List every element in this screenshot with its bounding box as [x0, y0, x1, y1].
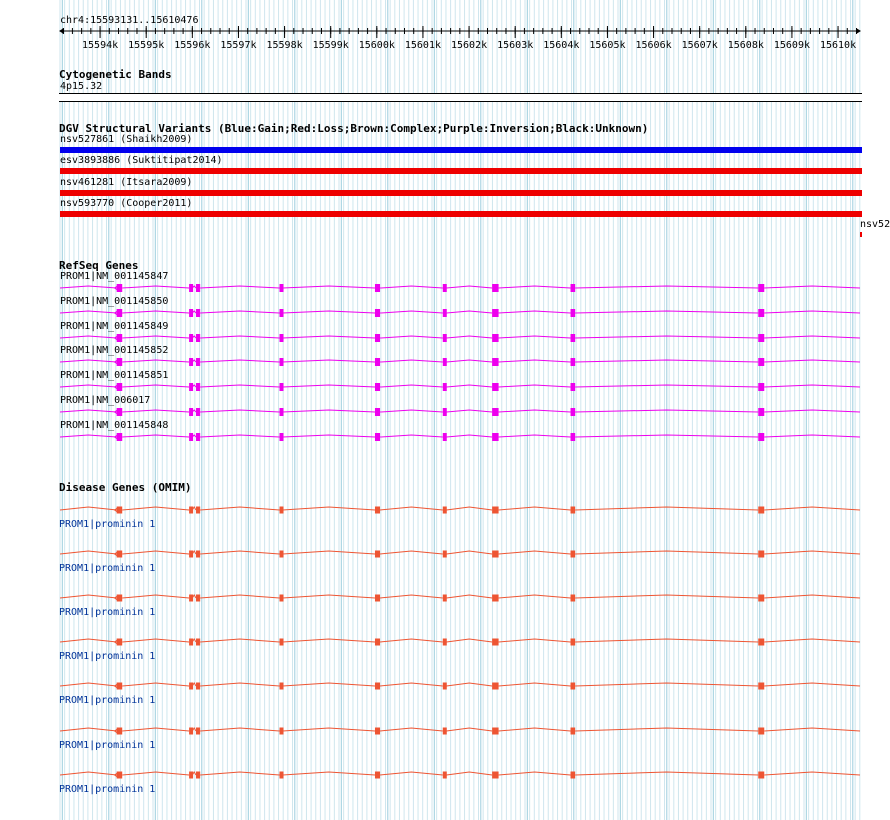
gene-exon	[117, 284, 123, 292]
gene-exon	[492, 284, 498, 292]
gene-exon	[117, 383, 123, 391]
gene-exon	[443, 408, 447, 416]
gene-intron-line	[60, 728, 860, 731]
gene-exon	[443, 284, 447, 292]
gene-exon	[375, 433, 380, 441]
ruler-tick-label: 15598k	[266, 40, 303, 51]
gene-exon	[758, 334, 764, 342]
gene-exon	[196, 309, 200, 317]
gene-exon	[189, 334, 193, 342]
gene-exon	[196, 408, 200, 416]
gene-exon	[196, 507, 200, 514]
ruler-tick-label: 15597k	[220, 40, 257, 51]
refseq-transcript-label[interactable]: PROM1|NM_001145851	[60, 370, 169, 382]
ruler-tick-label: 15603k	[497, 40, 534, 51]
gene-exon	[189, 771, 193, 778]
gene-intron-line	[60, 385, 860, 387]
ruler[interactable]	[0, 24, 890, 74]
gene-exon	[189, 595, 193, 602]
dgv-feature-bar[interactable]	[60, 211, 862, 217]
gene-exon	[196, 683, 200, 690]
gene-exon	[443, 309, 447, 317]
gene-exon	[443, 334, 447, 342]
gene-exon	[279, 334, 283, 342]
ruler-tick-label: 15601k	[404, 40, 442, 51]
gene-exon	[571, 683, 576, 690]
ruler-tick-label: 15609k	[773, 40, 810, 51]
gene-intron-line	[60, 551, 860, 554]
gene-exon	[375, 358, 380, 366]
gene-exon	[189, 284, 193, 292]
gene-exon	[492, 408, 498, 416]
gene-exon	[492, 507, 498, 514]
gene-exon	[196, 383, 200, 391]
cytoband-name[interactable]: 4p15.32	[60, 81, 103, 92]
omim-gene-label[interactable]: PROM1|prominin 1	[59, 607, 156, 619]
gene-exon	[375, 284, 380, 292]
gene-exon	[758, 408, 764, 416]
gene-exon	[196, 727, 200, 734]
omim-gene-label[interactable]: PROM1|prominin 1	[59, 519, 156, 530]
gene-exon	[571, 595, 576, 602]
cytoband-bar[interactable]	[59, 93, 862, 102]
cytoband-track-title: Cytogenetic Bands	[59, 68, 172, 81]
gene-exon	[571, 551, 576, 558]
gene-intron-line	[60, 507, 860, 510]
gene-exon	[189, 358, 193, 366]
gene-exon	[492, 309, 498, 317]
gene-intron-line	[60, 286, 860, 288]
gene-intron-line	[60, 410, 860, 412]
gene-exon	[279, 771, 283, 778]
gene-exon	[279, 551, 283, 558]
ruler-tick-label: 15600k	[358, 40, 395, 51]
gene-exon	[189, 383, 193, 391]
gene-exon	[196, 334, 200, 342]
refseq-transcript-label[interactable]: PROM1|NM_001145850	[60, 295, 169, 307]
ruler-tick-label: 15594k	[82, 40, 119, 51]
gene-exon	[443, 551, 447, 558]
gene-exon	[375, 639, 380, 646]
gene-exon	[492, 771, 498, 778]
gene-exon	[758, 284, 764, 292]
gene-exon	[492, 683, 498, 690]
dgv-feature-label[interactable]: nsv593770 (Cooper2011)	[60, 197, 193, 209]
gene-exon	[492, 639, 498, 646]
dgv-feature-label[interactable]: esv3893886 (Suktitipat2014)	[60, 155, 223, 167]
gene-exon	[492, 358, 498, 366]
gene-exon	[189, 727, 193, 734]
gene-exon	[571, 507, 576, 514]
gene-intron-line	[60, 595, 860, 598]
ruler-tick-label: 15604k	[543, 40, 580, 51]
ruler-tick-label: 15610k	[819, 40, 857, 51]
gene-exon	[492, 551, 498, 558]
gene-exon	[189, 309, 193, 317]
gene-exon	[117, 408, 123, 416]
refseq-transcript-glyph[interactable]	[0, 423, 890, 449]
ruler-tick-label: 15599k	[312, 40, 349, 51]
gene-exon	[758, 309, 764, 317]
gene-intron-line	[60, 683, 860, 686]
dgv-track-title: DGV Structural Variants (Blue:Gain;Red:Loss;Brown:Complex;Purple:Inversion;Black:Unknown)	[59, 122, 649, 135]
gene-exon	[279, 309, 283, 317]
gene-exon	[571, 284, 576, 292]
gene-exon	[279, 383, 283, 391]
gene-exon	[279, 433, 283, 441]
gene-exon	[117, 358, 123, 366]
dgv-overflow-label[interactable]: nsv52	[860, 219, 890, 230]
refseq-transcript-label[interactable]: PROM1|NM_001145847	[60, 271, 169, 282]
gene-exon	[189, 551, 193, 558]
gene-exon	[196, 433, 200, 441]
gene-exon	[758, 771, 764, 778]
gene-exon	[571, 358, 576, 366]
gene-exon	[279, 507, 283, 514]
omim-gene-label[interactable]: PROM1|prominin 1	[59, 563, 156, 575]
ruler-tick-label: 15607k	[681, 40, 718, 51]
gene-exon	[117, 334, 123, 342]
gene-exon	[443, 771, 447, 778]
gene-exon	[375, 383, 380, 391]
gene-exon	[189, 507, 193, 514]
dgv-feature-label[interactable]: nsv527861 (Shaikh2009)	[60, 134, 193, 145]
dgv-feature-label[interactable]: nsv461281 (Itsara2009)	[60, 176, 193, 188]
refseq-transcript-label[interactable]: PROM1|NM_006017	[60, 395, 151, 406]
dgv-feature-bar[interactable]	[60, 147, 862, 153]
gene-exon	[758, 383, 764, 391]
gene-exon	[279, 595, 283, 602]
gene-exon	[375, 771, 380, 778]
gene-intron-line	[60, 311, 860, 313]
gene-exon	[375, 595, 380, 602]
ruler-tick-label: 15595k	[128, 40, 165, 51]
gene-exon	[375, 507, 380, 514]
ruler-tick-label: 15606k	[635, 40, 672, 51]
gene-exon	[571, 408, 576, 416]
gene-exon	[279, 727, 283, 734]
gene-exon	[492, 334, 498, 342]
gene-exon	[758, 507, 764, 514]
gene-exon	[117, 309, 123, 317]
gene-exon	[189, 639, 193, 646]
ruler-tick-label: 15605k	[589, 40, 626, 51]
gene-exon	[492, 383, 498, 391]
omim-gene-label[interactable]: PROM1|prominin 1	[59, 651, 156, 663]
omim-gene-label[interactable]: PROM1|prominin 1	[59, 695, 156, 707]
gene-exon	[375, 309, 380, 317]
gene-intron-line	[60, 435, 860, 437]
gene-exon	[375, 408, 380, 416]
gene-exon	[492, 595, 498, 602]
omim-track-title: Disease Genes (OMIM)	[59, 481, 192, 494]
gene-exon	[758, 683, 764, 690]
gene-exon	[279, 683, 283, 690]
gene-exon	[443, 358, 447, 366]
gene-exon	[758, 639, 764, 646]
gene-exon	[443, 433, 447, 441]
gene-exon	[196, 595, 200, 602]
gene-exon	[375, 334, 380, 342]
gene-exon	[196, 284, 200, 292]
gene-intron-line	[60, 772, 860, 775]
gene-intron-line	[60, 360, 860, 362]
gene-exon	[443, 727, 447, 734]
gene-exon	[758, 433, 764, 441]
gene-exon	[571, 771, 576, 778]
gene-exon	[189, 408, 193, 416]
gene-intron-line	[60, 336, 860, 338]
omim-gene-label[interactable]: PROM1|prominin 1	[59, 739, 156, 751]
gene-exon	[443, 639, 447, 646]
gene-exon	[571, 383, 576, 391]
gene-exon	[492, 433, 498, 441]
gene-exon	[279, 408, 283, 416]
dgv-feature-bar[interactable]	[60, 190, 862, 196]
ruler-tick-label: 15602k	[451, 40, 488, 51]
dgv-overflow-mark[interactable]	[860, 232, 862, 237]
gene-intron-line	[60, 639, 860, 642]
gene-exon	[189, 433, 193, 441]
gene-exon	[443, 595, 447, 602]
gene-exon	[571, 639, 576, 646]
gene-exon	[758, 727, 764, 734]
refseq-transcript-label[interactable]: PROM1|NM_001145852	[60, 345, 169, 357]
ruler-tick-label: 15608k	[727, 40, 764, 51]
gene-exon	[375, 551, 380, 558]
gene-exon	[279, 358, 283, 366]
refseq-track-title: RefSeq Genes	[59, 259, 139, 272]
gene-exon	[758, 551, 764, 558]
gene-exon	[758, 595, 764, 602]
gene-exon	[117, 433, 123, 441]
gene-exon	[279, 284, 283, 292]
gene-exon	[196, 639, 200, 646]
gene-exon	[375, 727, 380, 734]
gene-exon	[571, 727, 576, 734]
gene-exon	[758, 358, 764, 366]
gene-exon	[443, 507, 447, 514]
refseq-transcript-label[interactable]: PROM1|NM_001145849	[60, 320, 169, 332]
gene-exon	[279, 639, 283, 646]
gene-exon	[443, 383, 447, 391]
gene-exon	[189, 683, 193, 690]
gene-exon	[375, 683, 380, 690]
gene-exon	[571, 433, 576, 441]
gene-exon	[196, 551, 200, 558]
gene-exon	[196, 771, 200, 778]
gene-exon	[571, 334, 576, 342]
refseq-transcript-label[interactable]: PROM1|NM_001145848	[60, 419, 169, 431]
ruler-coordinate-label: chr4:15593131..15610476	[60, 15, 199, 26]
gene-exon	[443, 683, 447, 690]
dgv-feature-bar[interactable]	[60, 168, 862, 174]
gene-exon	[196, 358, 200, 366]
gene-exon	[492, 727, 498, 734]
omim-gene-label[interactable]: PROM1|prominin 1	[59, 783, 156, 795]
ruler-tick-label: 15596k	[174, 40, 211, 51]
gene-exon	[571, 309, 576, 317]
